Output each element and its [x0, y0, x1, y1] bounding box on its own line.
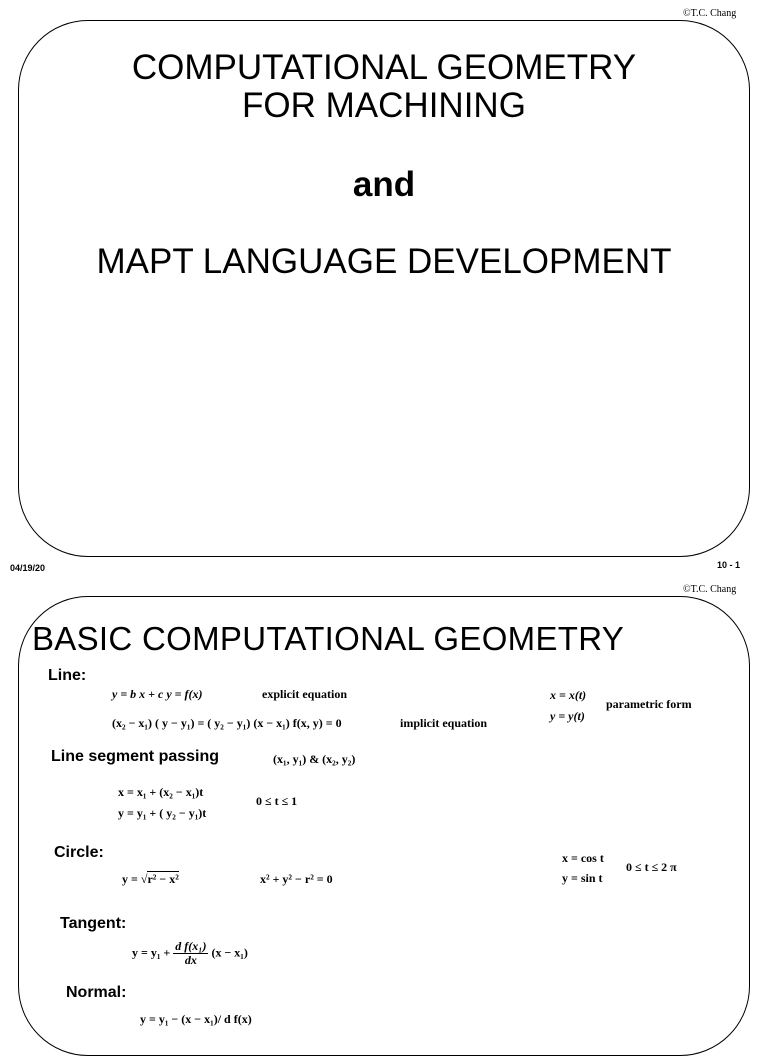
line-explicit-equation: y = b x + c y = f(x) — [112, 687, 203, 701]
slide-frame-2 — [18, 596, 750, 1056]
param-x-equation: x = x(t) — [550, 688, 587, 702]
segment-range: 0 ≤ t ≤ 1 — [256, 794, 298, 808]
line-implicit-equation: (x₂ − x₁) ( y − y₁) = ( y₂ − y₁) (x − x₁) f(x, y) = 0 — [112, 716, 342, 730]
normal-label: Normal: — [66, 984, 127, 1001]
tangent-rhs: (x − x₁) — [211, 945, 248, 960]
slide-title-and: and — [352, 165, 416, 204]
implicit-note: implicit equation — [400, 716, 488, 730]
tangent-label: Tangent: — [60, 915, 127, 932]
circle-param-y: y = sin t — [562, 871, 603, 885]
circle-label: Circle: — [54, 844, 104, 861]
tangent-derivative-fraction — [173, 940, 208, 967]
tangent-denominator: dx — [184, 953, 197, 967]
line-label: Line: — [48, 667, 87, 684]
footer-page-number: 10 - 1 — [717, 560, 741, 570]
copyright-notice-2: ©T.C. Chang — [683, 584, 737, 595]
param-note: parametric form — [606, 697, 692, 711]
slide-title-line-3: MAPT LANGUAGE DEVELOPMENT — [96, 242, 672, 281]
param-y-equation: y = y(t) — [550, 709, 585, 723]
circle-range: 0 ≤ t ≤ 2 π — [626, 860, 677, 874]
footer-date: 04/19/20 — [10, 563, 46, 573]
segment-y-equation: y = y₁ + ( y₂ − y₁)t — [118, 806, 207, 820]
circle-implicit-equation: x² + y² − r² = 0 — [260, 872, 333, 886]
segment-label: Line segment passing — [51, 748, 220, 765]
slide-frame — [18, 20, 750, 557]
slide-title-line-2: FOR MACHINING — [242, 86, 526, 125]
tangent-numerator: d f(x₁) — [175, 939, 207, 953]
circle-radicand: r² − x² — [147, 872, 179, 886]
circle-explicit-lhs: y = — [122, 872, 138, 886]
segment-x-equation: x = x₁ + (x₂ − x₁)t — [118, 785, 204, 799]
normal-equation: y = y₁ − (x − x₁)/ d f(x) — [140, 1012, 252, 1026]
sqrt-symbol: √ — [140, 872, 148, 886]
explicit-note: explicit equation — [262, 687, 348, 701]
slide-2-title: BASIC COMPUTATIONAL GEOMETRY — [32, 620, 625, 657]
tangent-equation — [132, 940, 248, 967]
tangent-lhs: y = y₁ + — [132, 945, 171, 960]
circle-explicit-equation — [122, 872, 179, 887]
segment-points: (x₁, y₁) & (x₂, y₂) — [273, 752, 356, 766]
circle-param-x: x = cos t — [562, 851, 604, 865]
copyright-notice: ©T.C. Chang — [683, 8, 737, 19]
slide-title-line-1: COMPUTATIONAL GEOMETRY — [131, 48, 637, 87]
